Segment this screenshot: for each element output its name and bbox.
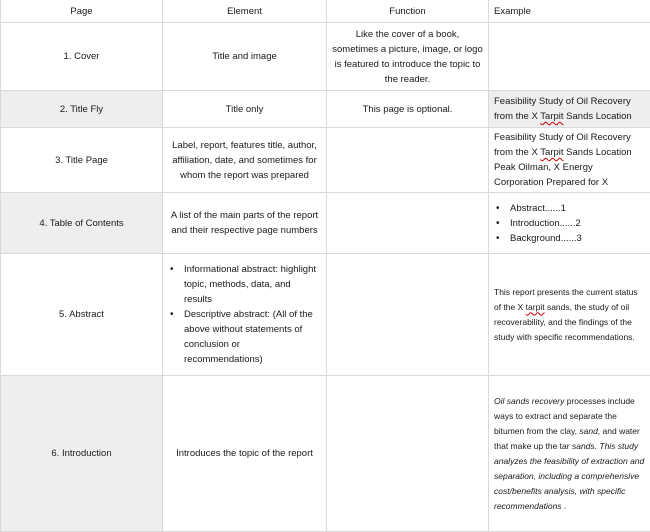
list-item: • Background......3	[510, 231, 645, 246]
row-function	[327, 376, 489, 532]
header-page: Page	[1, 0, 163, 23]
table-row	[1, 23, 650, 91]
list-item: • Introduction......2	[510, 216, 645, 231]
row-element	[163, 254, 327, 376]
row-element: Label, report, features title, author, affiliation, date, and sometimes for whom the report was prepared	[163, 128, 327, 193]
table-row	[1, 376, 650, 532]
row-page: 4. Table of Contents	[1, 193, 163, 254]
row-page: 6. Introduction	[1, 376, 163, 532]
header-example: Example	[489, 0, 650, 23]
row-element: Title and image	[163, 23, 327, 91]
list-item: • Abstract......1	[510, 201, 645, 216]
row-element: Title only	[163, 91, 327, 128]
row-function: Like the cover of a book, sometimes a picture, image, or logo is featured to introduce the topic to the reader.	[327, 23, 489, 91]
row-example: Feasibility Study of Oil Recovery from the X Tarpit Sands Location	[489, 91, 650, 128]
row-function	[327, 128, 489, 193]
row-example	[489, 193, 650, 254]
row-page: 1. Cover	[1, 23, 163, 91]
row-page: 5. Abstract	[1, 254, 163, 376]
row-example	[489, 23, 650, 91]
table-row	[1, 254, 650, 376]
row-element: Introduces the topic of the report	[163, 376, 327, 532]
row-page: 3. Title Page	[1, 128, 163, 193]
table-row	[1, 128, 650, 193]
header-element: Element	[163, 0, 327, 23]
row-element: A list of the main parts of the report and their respective page numbers	[163, 193, 327, 254]
row-page: 2. Title Fly	[1, 91, 163, 128]
list-item: • Informational abstract: highlight topic, methods, data, and results	[184, 262, 321, 307]
header-function: Function	[327, 0, 489, 23]
table-row	[1, 91, 650, 128]
table-header-row	[1, 0, 650, 23]
row-function	[327, 193, 489, 254]
list-item: • Descriptive abstract: (All of the above without statements of conclusion or recommendations)	[184, 307, 321, 367]
row-function: This page is optional.	[327, 91, 489, 128]
row-example: Feasibility Study of Oil Recovery from the X Tarpit Sands Location Peak Oilman, X Energy Corporation Prepared for X	[489, 128, 650, 193]
row-example: Oil sands recovery processes include ways to extract and separate the bitumen from the clay, sand, and water that make up the tar sands. This study analyzes the feasibility of extraction and separation, including a comprehensive cost/benefits analysis, with specific recommendations .	[489, 376, 650, 532]
row-function	[327, 254, 489, 376]
row-example: This report presents the current status of the X tarpit sands, the study of oil recoverability, and the findings of the study with specific recommendations.	[489, 254, 650, 376]
table-row	[1, 193, 650, 254]
